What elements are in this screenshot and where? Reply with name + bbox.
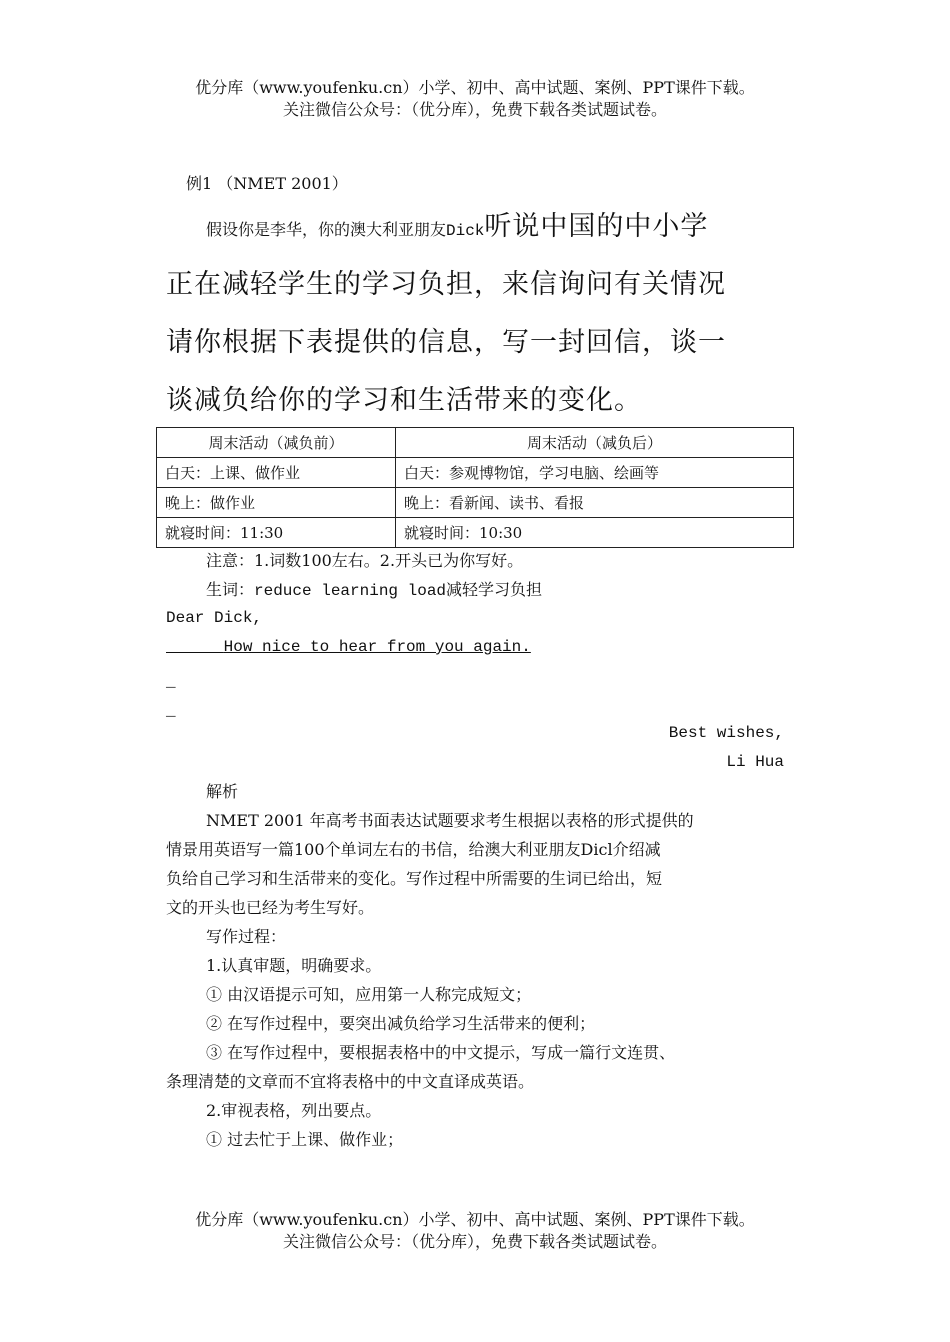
table-row bbox=[157, 518, 794, 548]
letter-opening bbox=[166, 633, 531, 662]
process-heading: 写作过程： bbox=[206, 927, 287, 946]
table-cell: 白天：上课、做作业 bbox=[157, 458, 396, 488]
step-2a: ① 过去忙于上课、做作业； bbox=[206, 1130, 404, 1149]
step-1b: ② 在写作过程中，要突出减负给学习生活带来的便利； bbox=[206, 1014, 596, 1033]
analysis-paragraph bbox=[166, 806, 806, 922]
prompt-small-text: 假设你是李华，你的澳大利亚朋友Dick bbox=[206, 222, 485, 240]
step-1: 1.认真审题，明确要求。 bbox=[206, 956, 382, 975]
table-cell: 晚上：做作业 bbox=[157, 488, 396, 518]
step-1c-line-1: ③ 在写作过程中，要根据表格中的中文提示，写成一篇行文连贯、 bbox=[206, 1043, 676, 1062]
table-row bbox=[157, 458, 794, 488]
table-cell: 白天：参观博物馆，学习电脑、绘画等 bbox=[396, 458, 794, 488]
letter-signature: Li Hua bbox=[726, 753, 784, 771]
table-cell: 晚上：看新闻、读书、看报 bbox=[396, 488, 794, 518]
header-line-1: 优分库（www.youfenku.cn）小学、初中、高中试题、案例、PPT课件下载。 bbox=[195, 78, 755, 97]
step-1a: ① 由汉语提示可知，应用第一人称完成短文； bbox=[206, 985, 532, 1004]
prompt-big-line-1: 听说中国的中小学 bbox=[484, 211, 709, 242]
header-line-2: 关注微信公众号：（优分库），免费下载各类试题试卷。 bbox=[282, 100, 667, 119]
activities-table bbox=[156, 427, 794, 548]
table-cell: 就寝时间：10:30 bbox=[396, 518, 794, 548]
vocab-line: 生词：reduce learning load减轻学习负担 bbox=[206, 582, 543, 600]
letter-salutation: Dear Dick, bbox=[166, 609, 263, 627]
footer-line-1: 优分库（www.youfenku.cn）小学、初中、高中试题、案例、PPT课件下载。 bbox=[195, 1210, 755, 1229]
example-title: 例1 （NMET 2001） bbox=[186, 174, 348, 193]
note-text: 注意：1.词数100左右。2.开头已为你写好。 bbox=[206, 551, 524, 570]
page-footer bbox=[0, 1209, 950, 1253]
analysis-line: 文的开头也已经为考生写好。 bbox=[166, 898, 375, 917]
analysis-line: 负给自己学习和生活带来的变化。写作过程中所需要的生词已给出，短 bbox=[166, 869, 663, 888]
footer-line-2: 关注微信公众号：（优分库），免费下载各类试题试卷。 bbox=[282, 1232, 667, 1251]
page-header bbox=[0, 77, 950, 121]
vocab-text bbox=[206, 575, 542, 606]
table-header-after: 周末活动（减负后） bbox=[396, 428, 794, 458]
prompt-big-line-4: 谈减负给你的学习和生活带来的变化。 bbox=[166, 385, 642, 416]
prompt-paragraph bbox=[166, 198, 806, 430]
writing-process bbox=[166, 922, 806, 1154]
table-header-before: 周末活动（减负前） bbox=[157, 428, 396, 458]
table-cell: 就寝时间：11:30 bbox=[157, 518, 396, 548]
table-row bbox=[157, 488, 794, 518]
letter-blank-1: _ bbox=[166, 673, 176, 691]
letter-closing: Best wishes, bbox=[668, 724, 784, 742]
prompt-big-line-3: 请你根据下表提供的信息，写一封回信，谈一 bbox=[166, 327, 726, 358]
analysis-line: NMET 2001 年高考书面表达试题要求考生根据以表格的形式提供的 bbox=[206, 811, 694, 830]
analysis-line: 情景用英语写一篇100个单词左右的书信，给澳大利亚朋友Dicl介绍减 bbox=[166, 840, 661, 859]
analysis-heading: 解析 bbox=[206, 782, 239, 801]
prompt-big-line-2: 正在减轻学生的学习负担，来信询问有关情况 bbox=[166, 269, 726, 300]
letter-blank-2: _ bbox=[166, 702, 176, 720]
table-header-row bbox=[157, 428, 794, 458]
step-2: 2.审视表格，列出要点。 bbox=[206, 1101, 382, 1120]
step-1c-line-2: 条理清楚的文章而不宜将表格中的中文直译成英语。 bbox=[166, 1072, 535, 1091]
letter-opening-text: How nice to hear from you again. bbox=[223, 638, 531, 656]
